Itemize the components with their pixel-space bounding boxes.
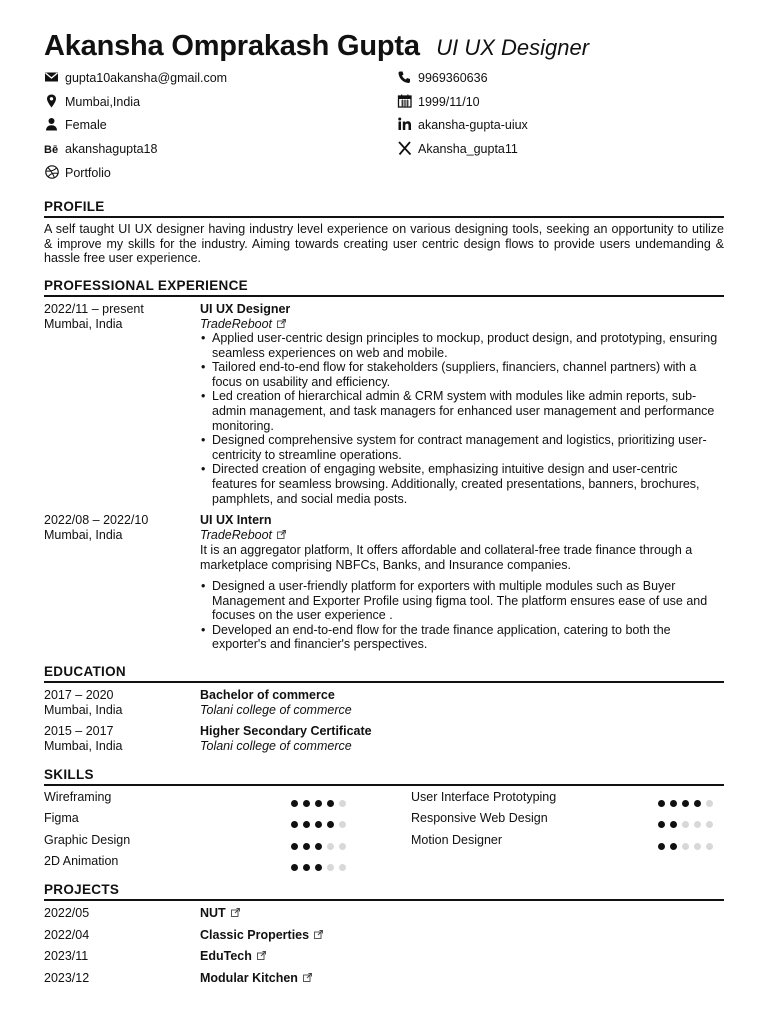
project-name: Modular Kitchen: [200, 971, 298, 985]
job-bullets: [200, 331, 726, 506]
list-item: • Designed a user-friendly platform for exporters with multiple modules such as Buyer Management and Exporter Profile using figma tool. The platform ensures ease of use and focuses on the user experience .: [200, 579, 726, 623]
job-company-link[interactable]: [200, 317, 286, 332]
contact-linkedin-text: akansha-gupta-uiux: [418, 118, 528, 132]
education-degree: Bachelor of commerce: [200, 688, 335, 702]
contact-location-text: Mumbai,India: [65, 95, 141, 109]
project-name: NUT: [200, 906, 226, 920]
rating-dot-filled: [303, 843, 310, 850]
rating-dot-filled: [670, 821, 677, 828]
education-date: 2017 – 2020: [44, 688, 114, 702]
svg-text:Bē: Bē: [44, 144, 59, 155]
rating-dot-empty: [706, 800, 713, 807]
rating-dot-empty: [682, 821, 689, 828]
rating-dot-filled: [291, 821, 298, 828]
project-date: 2022/05: [44, 906, 90, 920]
project-name: Classic Properties: [200, 928, 310, 942]
skill-name: Responsive Web Design: [411, 811, 548, 825]
project-link[interactable]: [200, 971, 312, 986]
rating-dot-filled: [658, 821, 665, 828]
rating-dot-filled: [315, 864, 322, 871]
skill-name: Motion Designer: [411, 833, 503, 847]
rating-dot-empty: [327, 864, 334, 871]
skill-rating: [658, 794, 718, 804]
education-date: 2015 – 2017: [44, 724, 114, 738]
job-bullets: [200, 579, 726, 652]
rating-dot-filled: [315, 800, 322, 807]
project-link[interactable]: [200, 906, 240, 921]
rating-dot-filled: [291, 800, 298, 807]
candidate-title: UI UX Designer: [436, 35, 590, 60]
external-link-icon: [277, 530, 286, 539]
list-item: • Designed comprehensive system for contract management and logistics, prioritizing user-centricity to streamline operations.: [200, 433, 726, 462]
project-name: EduTech: [200, 949, 252, 963]
contact-gender-text: Female: [65, 118, 107, 132]
rating-dot-empty: [706, 843, 713, 850]
rating-dot-filled: [670, 800, 677, 807]
skill-rating: [291, 858, 351, 868]
rating-dot-empty: [706, 821, 713, 828]
phone-icon: [397, 70, 413, 84]
education-location: Mumbai, India: [44, 703, 123, 717]
skill-rating: [291, 815, 351, 825]
rating-dot-empty: [682, 843, 689, 850]
contact-location: [44, 93, 140, 111]
project-link[interactable]: [200, 949, 266, 964]
contact-portfolio[interactable]: [44, 164, 111, 182]
rating-dot-filled: [694, 800, 701, 807]
external-link-icon: [277, 319, 286, 328]
section-title-profile: PROFILE: [44, 199, 724, 218]
skill-name: Wireframing: [44, 790, 112, 804]
job-role: UI UX Designer: [200, 302, 291, 316]
rating-dot-empty: [339, 864, 346, 871]
job-description: It is an aggregator platform, It offers affordable and collateral-free trade finance through a marketplace comprising NBFCs, Banks, and Insurance companies.: [200, 543, 693, 572]
job-location: Mumbai, India: [44, 317, 123, 331]
external-link-icon: [231, 908, 240, 917]
contact-dob: [397, 93, 480, 111]
education-location: Mumbai, India: [44, 739, 123, 753]
job-company: TradeReboot: [200, 317, 273, 331]
education-school: Tolani college of commerce: [200, 739, 352, 753]
external-link-icon: [257, 951, 266, 960]
rating-dot-empty: [339, 843, 346, 850]
section-title-skills: SKILLS: [44, 767, 724, 786]
contact-gender: [44, 116, 107, 134]
job-location: Mumbai, India: [44, 528, 123, 542]
job-company: TradeReboot: [200, 528, 273, 542]
section-title-projects: PROJECTS: [44, 882, 724, 901]
rating-dot-empty: [327, 843, 334, 850]
list-item: • Applied user-centric design principles to mockup, product design, and prototyping, ensuring seamless experiences on web and mobile.: [200, 331, 726, 360]
skill-name: Graphic Design: [44, 833, 131, 847]
list-item: • Developed an end-to-end flow for the trade finance application, catering to both the exporter's and financier's perspectives.: [200, 623, 726, 652]
calendar-icon: [397, 94, 413, 108]
contact-phone[interactable]: [397, 69, 488, 87]
dribbble-icon: [44, 165, 60, 179]
location-pin-icon: [44, 94, 60, 108]
list-item: • Led creation of hierarchical admin & CRM system with modules like admin reports, sub-admin management, and task managers for enhanced user management and performance monitoring.: [200, 389, 726, 433]
linkedin-icon: [397, 117, 413, 131]
skill-rating: [658, 815, 718, 825]
rating-dot-filled: [291, 864, 298, 871]
rating-dot-filled: [327, 800, 334, 807]
list-item: • Tailored end-to-end flow for stakeholders (suppliers, financiers, channel partners) with a focus on usability and efficiency.: [200, 360, 726, 389]
rating-dot-filled: [303, 821, 310, 828]
rating-dot-empty: [339, 800, 346, 807]
resume-header: [44, 30, 589, 70]
contact-behance[interactable]: [44, 140, 157, 158]
project-date: 2023/11: [44, 949, 89, 963]
profile-summary: A self taught UI UX designer having industry level experience on various designing tools, seeking an opportunity to utilize & improve my skills for the industry. Aiming towards creating user centric design flows to provide users undemanding & hassle free user experience.: [44, 222, 724, 266]
rating-dot-filled: [658, 843, 665, 850]
skill-rating: [291, 837, 351, 847]
rating-dot-filled: [315, 843, 322, 850]
rating-dot-filled: [670, 843, 677, 850]
list-item: • Directed creation of engaging website, emphasizing intuitive design and user-centric features for seamless browsing. Additionally, created presentations, banners, brochures, pamphlets, and social media posts.: [200, 462, 726, 506]
x-twitter-icon: [397, 141, 413, 155]
rating-dot-filled: [658, 800, 665, 807]
contact-twitter[interactable]: [397, 140, 518, 158]
skill-name: Figma: [44, 811, 79, 825]
contact-behance-text: akanshagupta18: [65, 142, 158, 156]
project-date: 2022/04: [44, 928, 90, 942]
rating-dot-filled: [315, 821, 322, 828]
envelope-icon: [44, 70, 60, 84]
job-role: UI UX Intern: [200, 513, 272, 527]
contact-linkedin[interactable]: [397, 116, 528, 134]
candidate-name: Akansha Omprakash Gupta: [44, 30, 420, 62]
job-date: 2022/11 – present: [44, 302, 144, 316]
contact-email-text: gupta10akansha@gmail.com: [65, 71, 228, 85]
rating-dot-empty: [694, 821, 701, 828]
project-date: 2023/12: [44, 971, 90, 985]
rating-dot-empty: [339, 821, 346, 828]
behance-icon: [44, 141, 60, 155]
rating-dot-filled: [303, 864, 310, 871]
rating-dot-filled: [291, 843, 298, 850]
external-link-icon: [303, 973, 312, 982]
contact-phone-text: 9969360636: [418, 71, 488, 85]
contact-dob-text: 1999/11/10: [418, 95, 480, 109]
external-link-icon: [314, 930, 323, 939]
job-company-link[interactable]: [200, 528, 286, 543]
rating-dot-filled: [682, 800, 689, 807]
project-link[interactable]: [200, 928, 323, 943]
skill-name: 2D Animation: [44, 854, 119, 868]
person-icon: [44, 117, 60, 131]
section-title-experience: PROFESSIONAL EXPERIENCE: [44, 278, 724, 297]
education-school: Tolani college of commerce: [200, 703, 352, 717]
rating-dot-filled: [303, 800, 310, 807]
skill-rating: [291, 794, 351, 804]
skill-rating: [658, 837, 718, 847]
education-degree: Higher Secondary Certificate: [200, 724, 372, 738]
job-date: 2022/08 – 2022/10: [44, 513, 149, 527]
contact-email[interactable]: [44, 69, 227, 87]
section-title-education: EDUCATION: [44, 664, 724, 683]
skill-name: User Interface Prototyping: [411, 790, 557, 804]
contact-twitter-text: Akansha_gupta11: [418, 142, 518, 156]
rating-dot-empty: [694, 843, 701, 850]
contact-portfolio-text: Portfolio: [65, 166, 111, 180]
rating-dot-filled: [327, 821, 334, 828]
